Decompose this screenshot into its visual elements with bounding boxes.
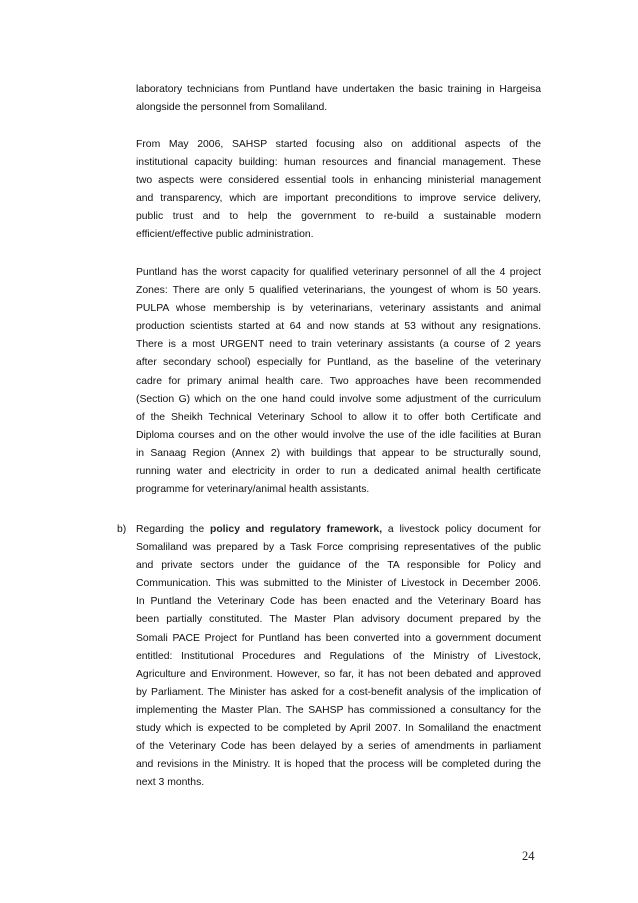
text-run: a livestock policy document for [382,524,541,535]
text-line: efficient/effective public administration. [136,229,314,241]
text-line: (Section G) which on the one hand could involve some adjustment of the curriculum [136,393,541,405]
text-line: Somali PACE Project for Puntland has been converted into a government document [136,632,541,644]
text-line: public trust and to help the government to re-build a sustainable modern [136,211,541,223]
list-marker-b: b) [117,524,127,535]
text-line: Diploma courses and on the other would involve the use of the idle facilities at Buran [136,429,541,441]
paragraph-lab-technicians [136,81,541,117]
paragraph-puntland-capacity [136,264,541,499]
text-line: after secondary school) especially for Puntland, as the baseline of the veterinary [136,357,541,369]
text-line: There is a most URGENT need to train veterinary assistants (a course of 2 years [136,339,541,351]
text-line: of the Sheikh Technical Veterinary School to allow it to offer both Certificate and [136,411,541,423]
text-line: From May 2006, SAHSP started focusing also on additional aspects of the [136,139,541,150]
text-line: alongside the personnel from Somaliland. [136,102,328,114]
text-line: next 3 months. [136,777,205,789]
text-line: In Puntland the Veterinary Code has been enacted and the Veterinary Board has [136,596,541,608]
text-line: Communication. This was submitted to the Minister of Livestock in December 2006. [136,578,541,590]
text-line: Zones: There are only 5 qualified veterinarians, the youngest of whom is 50 years. [136,285,541,297]
text-line: by Parliament. The Minister has asked for a cost-benefit analysis of the implication of [136,686,541,698]
text-line: Somaliland was prepared by a Task Force comprising representatives of the public [136,542,541,554]
text-line: Agriculture and Environment. However, so far, it has not been debated and approved [136,668,541,680]
text-line: running water and electricity in order to run a dedicated animal health certificate [136,466,541,478]
text-line: been partially constituted. The Master Plan advisory document prepared by the [136,614,541,626]
text-line: Puntland has the worst capacity for qualified veterinary personnel of all the 4 project [136,267,541,278]
paragraph-policy-framework [136,521,541,792]
text-line: entitled: Institutional Procedures and Regulations of the Ministry of Livestock, [136,650,541,662]
text-line: programme for veterinary/animal health assistants. [136,484,370,496]
text-line: two aspects were considered essential tools in enhancing ministerial management [136,175,541,187]
text-line: and transparency, which are important preconditions to improve service delivery, [136,193,541,205]
text-line: production scientists started at 64 and now stands at 53 without any resignations. [136,321,541,333]
text-line: laboratory technicians from Puntland have undertaken the basic training in Hargeisa [136,84,541,95]
text-line: of the Veterinary Code has been delayed by a series of amendments in parliament [136,741,541,753]
text-line: and private sectors under the guidance of the TA responsible for Policy and [136,560,541,572]
text-line: institutional capacity building: human resources and financial management. These [136,157,541,169]
page-number: 24 [522,849,535,863]
text-line-with-emphasis [136,521,541,539]
text-line: PULPA whose membership is by veterinarians, veterinary assistants and animal [136,303,541,315]
text-line: implementing the Master Plan. The SAHSP has commissioned a consultancy for the [136,704,541,716]
text-run: Regarding the [136,524,210,535]
text-line: study which is expected to be completed by April 2007. In Somaliland the enactment [136,723,541,735]
text-line: in Sanaag Region (Annex 2) with buildings that appear to be structurally sound, [136,447,541,459]
text-line: and revisions in the Ministry. It is hoped that the process will be completed during the [136,759,541,771]
text-line: cadre for primary animal health care. Two approaches have been recommended [136,375,541,387]
paragraph-capacity-building [136,136,541,245]
bold-heading-phrase: policy and regulatory framework, [209,524,383,535]
